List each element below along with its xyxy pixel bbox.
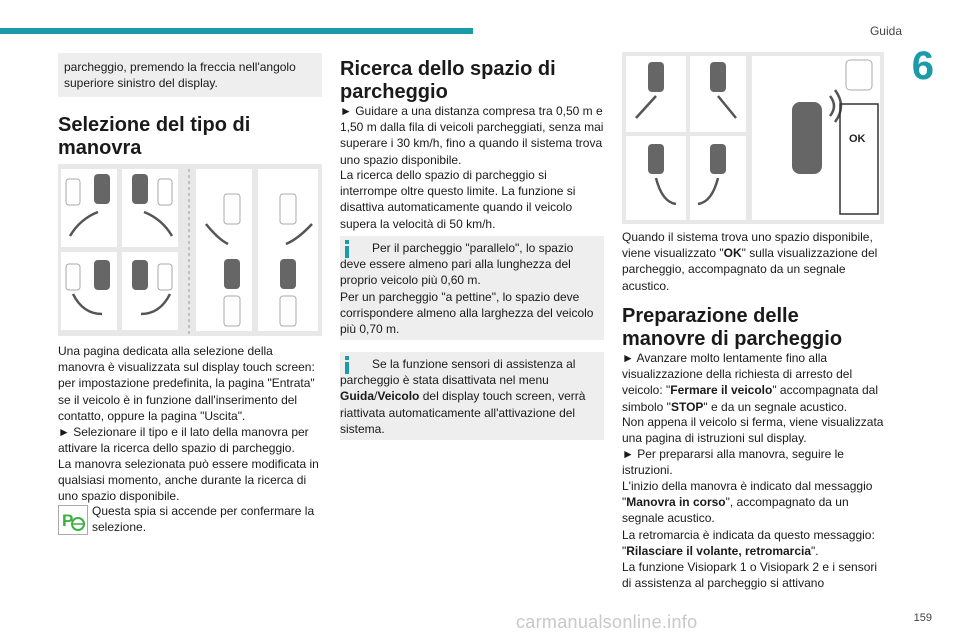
info-parallel: Per il parcheggio "parallelo", lo spazio deve essere almeno pari alla lunghezza del proprio veicolo più 0,60 m.	[340, 241, 574, 288]
info-sensors-text: Se la funzione sensori di assistenza al parcheggio è stata disattivata nel menu Guida/Veicolo del display touch screen, verrà riattivata automaticamente all'attivazione del sistema.	[340, 357, 586, 436]
page-number: 159	[913, 612, 932, 624]
paragraph-reverse: La retromarcia è indicata da questo messaggio: "Rilasciare il volante, retromarcia".	[622, 528, 875, 559]
parking-indicator-icon	[58, 505, 88, 535]
ok-label: OK	[849, 133, 866, 145]
paragraph-ok: Quando il sistema trova uno spazio disponibile, viene visualizzato "OK" sulla visualizzazione del parcheggio, accompagnato da un segnale acustico.	[622, 230, 878, 293]
paragraph-maneuver-start: L'inizio della manovra è indicato dal messaggio "Manovra in corso", accompagnato da un segnale acustico.	[622, 479, 873, 526]
intro-note	[58, 53, 322, 97]
info-box-sensors	[340, 352, 604, 440]
section-title: Guida	[869, 24, 902, 38]
heading-selezione: Selezione del tipo di manovra	[58, 114, 251, 159]
paragraph-instructions-page: Non appena il veicolo si ferma, viene visualizzata una pagina di istruzioni sul display.	[622, 415, 884, 446]
paragraph-search-limit: La ricerca dello spazio di parcheggio si interrompe oltre questo limite. La funzione si disattiva automaticamente quando il veicolo supera la velocità di 50 km/h.	[340, 168, 576, 231]
paragraph-selection-page: Una pagina dedicata alla selezione della manovra è visualizzata sul display touch screen: per impostazione predefinita, la pagina "Entrata" se il veicolo è in funzione dall'inserimento del contatto, oppure la pagina "Uscita".	[58, 344, 315, 423]
paragraph-select-type: ► Selezionare il tipo e il lato della manovra per attivare la ricerca dello spazio di parcheggio.	[58, 425, 309, 456]
chapter-number: 6	[911, 44, 934, 88]
svg-text:P: P	[62, 511, 74, 530]
header-accent-bar	[0, 28, 473, 34]
heading-preparazione: Preparazione delle manovre di parcheggio	[622, 305, 843, 350]
watermark: carmanualsonline.info	[516, 612, 698, 632]
heading-ricerca: Ricerca dello spazio di parcheggio	[340, 58, 556, 103]
parking-found-illustration	[622, 52, 884, 224]
paragraph-follow-instructions: ► Per prepararsi alla manovra, seguire le istruzioni.	[622, 447, 844, 478]
info-box-space-size	[340, 236, 604, 340]
paragraph-stop: ► Avanzare molto lentamente fino alla visualizzazione della richiesta di arresto del veicolo: "Fermare il veicolo" accompagnata dal simbolo "STOP" e da un segnale acustico.	[622, 351, 878, 414]
paragraph-modify: La manovra selezionata può essere modificata in qualsiasi momento, anche durante la ricerca di uno spazio disponibile.	[58, 457, 319, 504]
maneuver-selection-illustration	[58, 164, 322, 336]
paragraph-indicator: Questa spia si accende per confermare la selezione.	[92, 504, 315, 535]
info-perpendicular: Per un parcheggio "a pettine", lo spazio deve corrispondere almeno alla larghezza del veicolo più 0,70 m.	[340, 290, 594, 337]
paragraph-visiopark: La funzione Visiopark 1 o Visiopark 2 e i sensori di assistenza al parcheggio si attivano	[622, 560, 878, 591]
intro-text: parcheggio, premendo la freccia nell'angolo superiore sinistro del display.	[64, 60, 296, 91]
paragraph-drive-distance: ► Guidare a una distanza compresa tra 0,50 m e 1,50 m dalla fila di veicoli parcheggiati, senza mai superare i 30 km/h, fino a quando il sistema trova uno spazio disponibile.	[340, 104, 604, 167]
